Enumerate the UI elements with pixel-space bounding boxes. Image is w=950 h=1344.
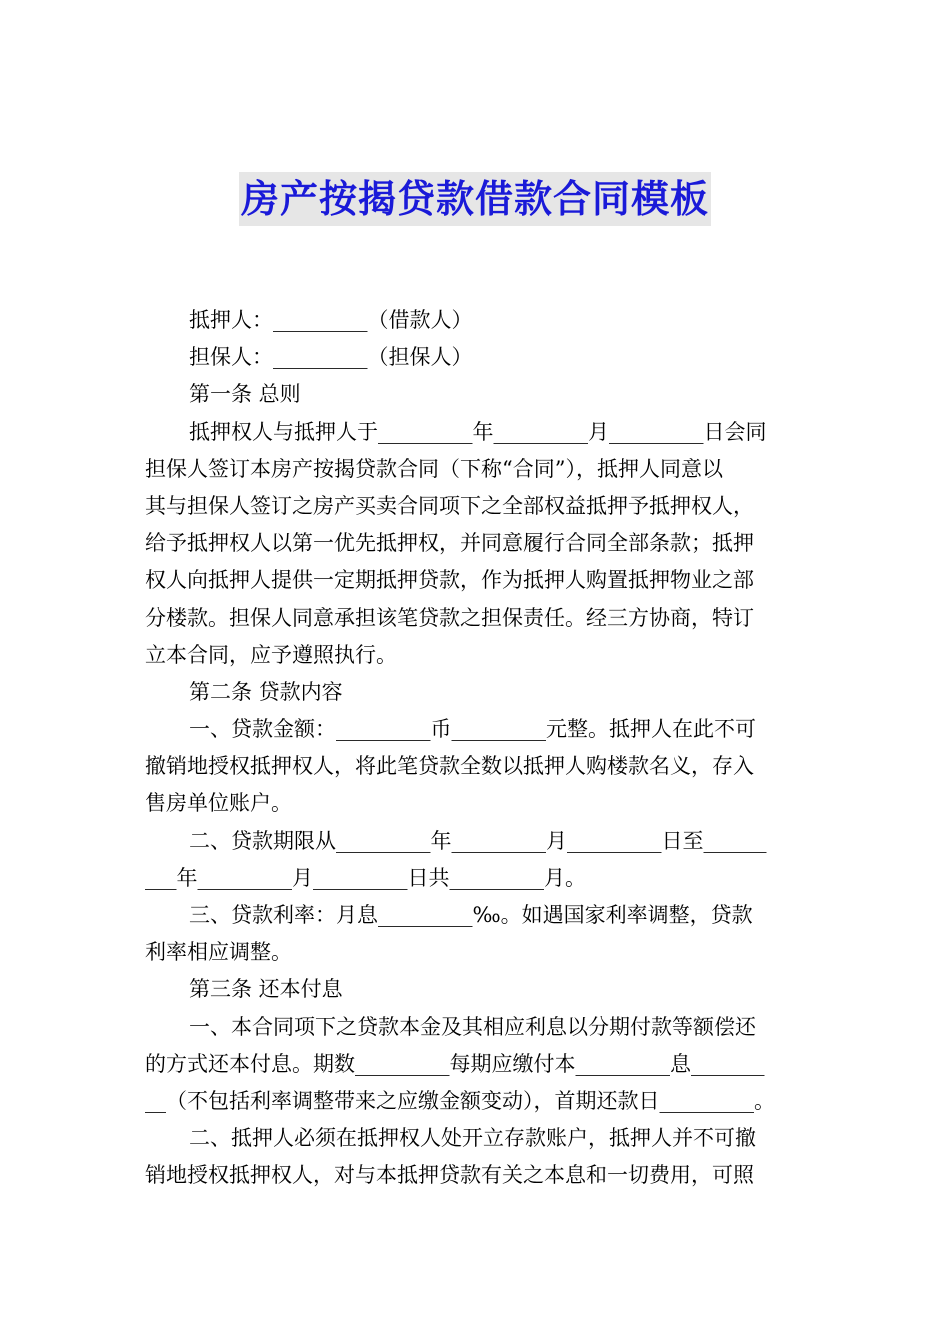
document-line: 权人向抵押人提供一定期抵押贷款，作为抵押人购置抵押物业之部 (145, 568, 754, 593)
document-line: 立本合同，应予遵照执行。 (145, 642, 397, 667)
document-line: 二、抵押人必须在抵押权人处开立存款账户，抵押人并不可撤 (189, 1126, 756, 1151)
document-line: 利率相应调整。 (145, 940, 292, 965)
title-wrapper (0, 172, 950, 226)
document-body (145, 302, 807, 1195)
document-line: 售房单位账户。 (145, 791, 292, 816)
document-line: 三、贷款利率：月息_________‰。如遇国家利率调整，贷款 (189, 903, 753, 927)
document-line: 撤销地授权抵押权人，将此笔贷款全数以抵押人购楼款名义，存入 (145, 754, 754, 779)
document-line: 一、贷款金额：_________币_________元整。抵押人在此不可 (189, 717, 756, 742)
document-line: 给予抵押权人以第一优先抵押权，并同意履行合同全部条款；抵押 (145, 531, 754, 556)
document-line: ___年_________月_________日共_________月。 (145, 865, 586, 890)
document-line: 第三条 还本付息 (189, 977, 343, 1002)
document-line: 第一条 总则 (189, 382, 301, 407)
document-line: 抵押人：_________（借款人） (189, 308, 473, 332)
document-title: 房产按揭贷款借款合同模板 (239, 172, 711, 226)
document-line: 担保人：_________（担保人） (189, 345, 473, 370)
document-line: 担保人签订本房产按揭贷款合同（下称“合同”），抵押人同意以 (145, 456, 723, 481)
document-line: 销地授权抵押权人，对与本抵押贷款有关之本息和一切费用，可照 (145, 1163, 754, 1188)
document-line: 第二条 贷款内容 (189, 679, 343, 704)
document-line: 的方式还本付息。期数_________每期应缴付本_________息_______ (145, 1051, 765, 1076)
document-line: 抵押权人与抵押人于_________年_________月_________日会同 (189, 419, 767, 444)
document-line: 其与担保人签订之房产买卖合同项下之全部权益抵押予抵押权人， (145, 493, 754, 518)
document-line: 二、贷款期限从_________年_________月_________日至______ (189, 828, 767, 853)
document-line: 分楼款。担保人同意承担该笔贷款之担保责任。经三方协商，特订 (145, 605, 754, 630)
document-line: __（不包括利率调整带来之应缴金额变动），首期还款日_________。 (145, 1088, 775, 1113)
document-line: 一、本合同项下之贷款本金及其相应利息以分期付款等额偿还 (189, 1014, 756, 1039)
